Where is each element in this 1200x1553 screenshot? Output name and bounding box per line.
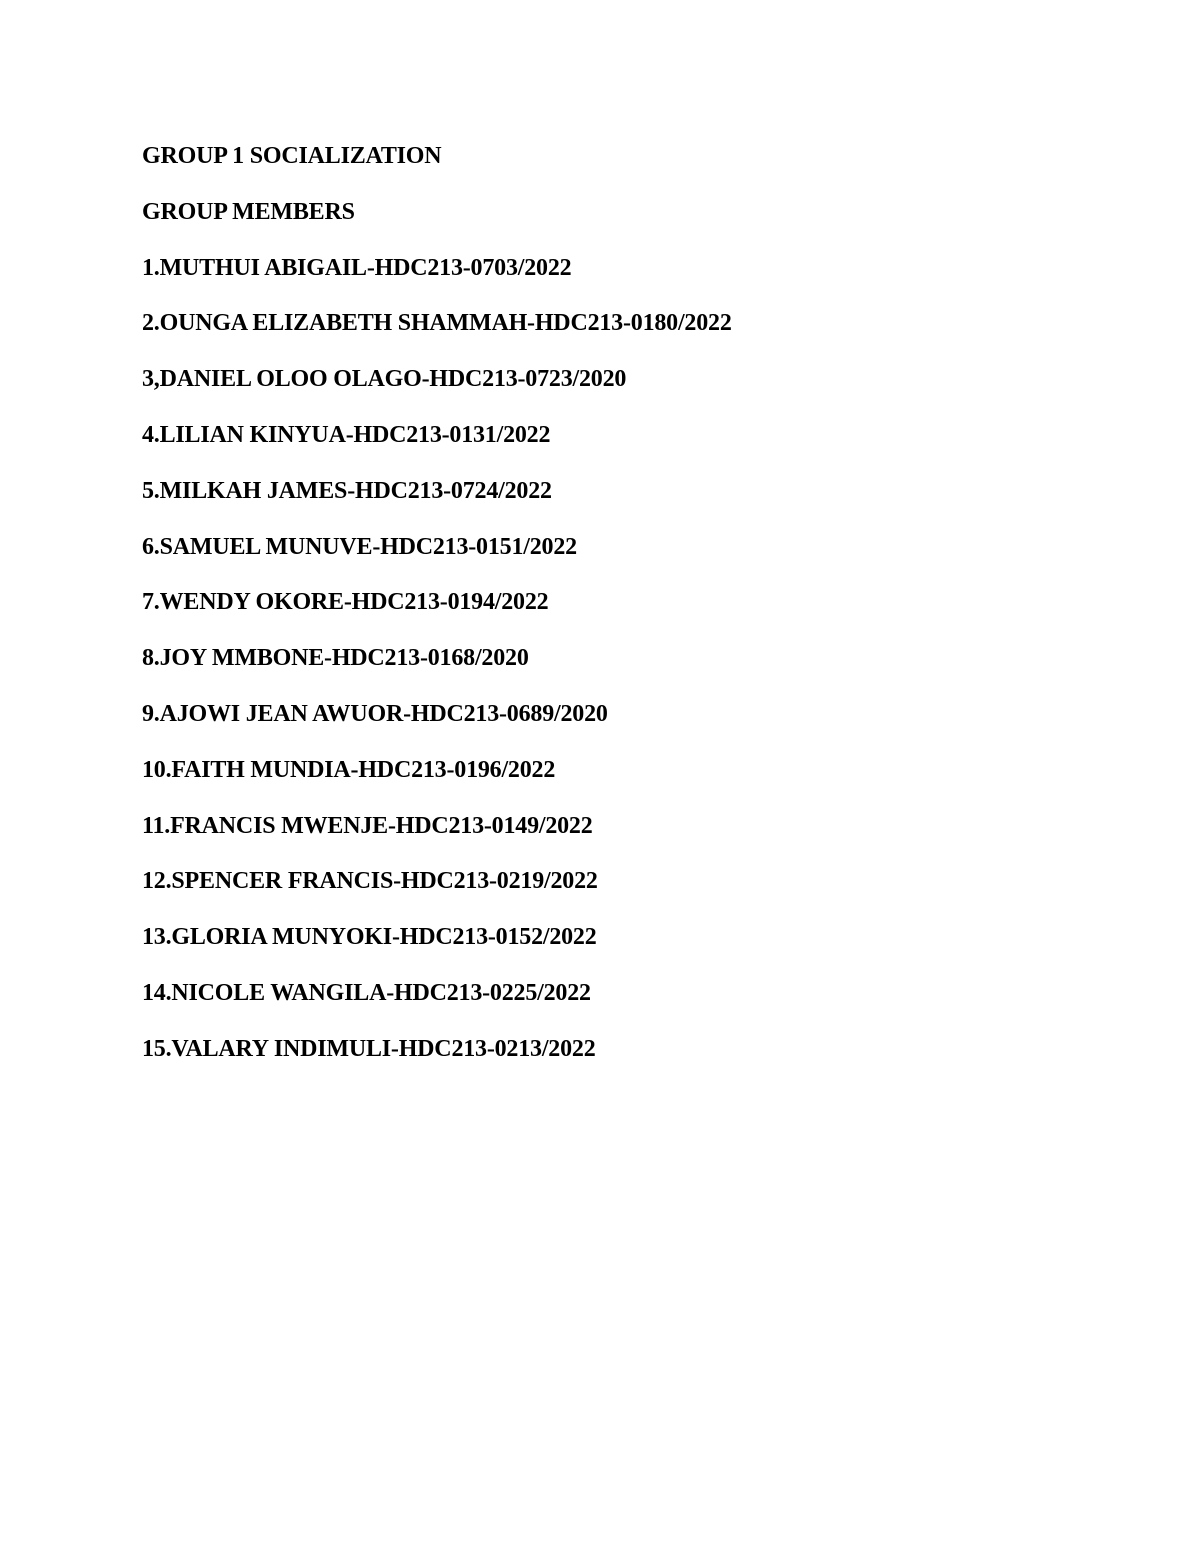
member-list-item: 9.AJOWI JEAN AWUOR-HDC213-0689/2020 [142, 700, 608, 727]
member-list-item: 14.NICOLE WANGILA-HDC213-0225/2022 [142, 979, 591, 1006]
group-members-heading: GROUP MEMBERS [142, 198, 355, 225]
member-list-item: 7.WENDY OKORE-HDC213-0194/2022 [142, 589, 549, 616]
member-list-item: 12.SPENCER FRANCIS-HDC213-0219/2022 [142, 868, 598, 895]
member-list-item: 1.MUTHUI ABIGAIL-HDC213-0703/2022 [142, 254, 572, 281]
member-list-item: 4.LILIAN KINYUA-HDC213-0131/2022 [142, 421, 551, 448]
member-list-item: 8.JOY MMBONE-HDC213-0168/2020 [142, 645, 529, 672]
member-list-item: 11.FRANCIS MWENJE-HDC213-0149/2022 [142, 812, 593, 839]
member-list-item: 10.FAITH MUNDIA-HDC213-0196/2022 [142, 756, 556, 783]
document-title: GROUP 1 SOCIALIZATION [142, 143, 442, 169]
member-list-item: 5.MILKAH JAMES-HDC213-0724/2022 [142, 477, 552, 504]
member-list-item: 3,DANIEL OLOO OLAGO-HDC213-0723/2020 [142, 366, 627, 393]
document-body [142, 141, 1142, 1090]
member-list-item: 13.GLORIA MUNYOKI-HDC213-0152/2022 [142, 924, 597, 951]
member-list-item: 2.OUNGA ELIZABETH SHAMMAH-HDC213-0180/2022 [142, 310, 732, 337]
member-list-item: 6.SAMUEL MUNUVE-HDC213-0151/2022 [142, 533, 577, 560]
member-list-item: 15.VALARY INDIMULI-HDC213-0213/2022 [142, 1035, 596, 1062]
